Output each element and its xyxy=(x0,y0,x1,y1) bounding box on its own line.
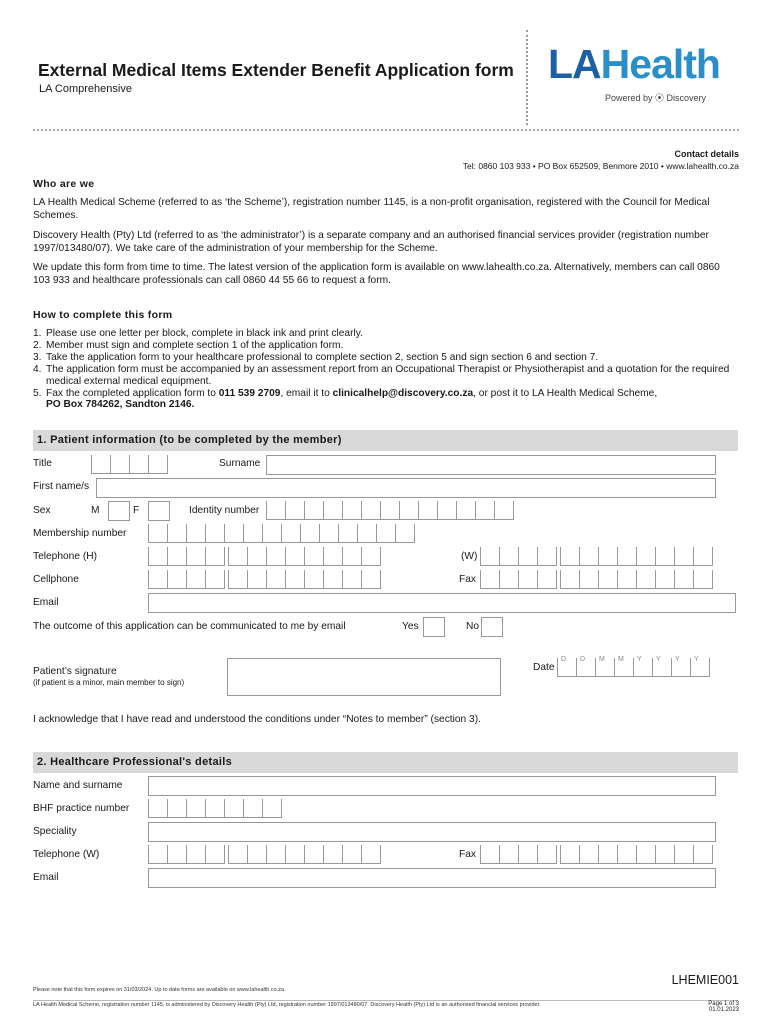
fax-number-input[interactable] xyxy=(560,570,713,590)
telephone-h-code[interactable] xyxy=(148,547,225,567)
cellphone-code[interactable] xyxy=(148,570,225,590)
expiry-note: Please note that this form expires on 31/03/2024. Up to date forms are available on www.lahealth.co.za. xyxy=(33,987,286,993)
fax-label: Fax xyxy=(459,574,476,585)
contact-title: Contact details xyxy=(674,149,739,159)
header-separator xyxy=(33,129,739,131)
first-names-input[interactable] xyxy=(96,478,716,498)
instruction-item: 3. Take the application form to your healthcare professional to complete section 2, section 5 and sign section 6 and section 7. xyxy=(33,351,599,363)
title-label: Title xyxy=(33,458,52,469)
hp-telephone-code[interactable] xyxy=(148,845,225,865)
email-label: Email xyxy=(33,597,59,608)
hp-name-label: Name and surname xyxy=(33,780,123,791)
form-subtitle: LA Comprehensive xyxy=(39,83,132,95)
hp-fax-code[interactable] xyxy=(480,845,557,865)
sex-female-box[interactable] xyxy=(148,501,170,521)
header-divider xyxy=(526,30,528,125)
hp-telephone-label: Telephone (W) xyxy=(33,849,100,860)
id-number-label: Identity number xyxy=(189,505,260,516)
instruction-item: 4. The application form must be accompanied by an assessment report from an Occupational Therapist or Physiotherapist and a quotation for the required medical external medical equipment. xyxy=(33,363,730,387)
hp-email-input[interactable] xyxy=(148,868,716,888)
outcome-no-label: No xyxy=(466,621,480,632)
postal-address: PO Box 784262, Sandton 2146. xyxy=(46,399,195,411)
instruction-item: 5. Fax the completed application form to 011 539 2709, email it to clinicalhelp@discovery.co.za, or post it to LA Health Medical Scheme, PO Box 784262, Sandton 2146. xyxy=(33,387,658,411)
speciality-label: Speciality xyxy=(33,826,77,837)
telephone-h-label: Telephone (H) xyxy=(33,551,97,562)
contact-line: Tel: 0860 103 933 • PO Box 652509, Benmore 2010 • www.lahealth.co.za xyxy=(462,161,739,171)
cellphone-label: Cellphone xyxy=(33,574,79,585)
outcome-yes-label: Yes xyxy=(402,621,419,632)
date-input[interactable]: D D M M Y Y Y Y xyxy=(557,658,710,678)
bhf-label: BHF practice number xyxy=(33,803,130,814)
cellphone-number[interactable] xyxy=(228,570,381,590)
section-1-header: 1. Patient information (to be completed by the member) xyxy=(33,430,738,451)
sex-male-box[interactable] xyxy=(108,501,130,521)
form-date: 01.01.2023 xyxy=(708,1007,739,1013)
acknowledge-text: I acknowledge that I have read and understood the conditions under “Notes to member” (section 3). xyxy=(33,714,481,725)
sex-label: Sex xyxy=(33,505,51,516)
id-number-input[interactable] xyxy=(266,501,514,521)
hp-fax-label: Fax xyxy=(459,849,476,860)
instruction-item: 1. Please use one letter per block, complete in black ink and print clearly. xyxy=(33,328,363,339)
legal-text: LA Health Medical Scheme, registration number 1145, is administered by Discovery Health (Pty) Ltd, registration number 1997/013480/07. Discovery Health (Pty) Ltd is an authorised financial services provider. xyxy=(33,1002,541,1008)
speciality-input[interactable] xyxy=(148,822,716,842)
form-title: External Medical Items Extender Benefit Application form xyxy=(38,60,514,80)
signature-box[interactable] xyxy=(227,658,501,696)
who-heading: Who are we xyxy=(33,178,95,190)
outcome-label: The outcome of this application can be communicated to me by email xyxy=(33,621,346,632)
logo-powered-by: Powered by ⦿ Discovery xyxy=(605,93,707,103)
title-input[interactable] xyxy=(91,455,168,475)
fax-code[interactable] xyxy=(480,570,557,590)
telephone-w-code[interactable] xyxy=(480,547,557,567)
who-paragraph-1: LA Health Medical Scheme (referred to as ‘the Scheme’), registration number 1145, is a non-profit organisation, registered with the Council for Medical Schemes. xyxy=(33,197,710,221)
hp-fax-number[interactable] xyxy=(560,845,713,865)
footer-divider xyxy=(33,1000,738,1001)
instruction-item: 2. Member must sign and complete section 1 of the application form. xyxy=(33,339,344,351)
instructions-list xyxy=(33,328,733,411)
telephone-h-number[interactable] xyxy=(228,547,381,567)
logo-health-text: Health xyxy=(600,41,720,87)
hp-email-label: Email xyxy=(33,872,59,883)
page-info xyxy=(708,1001,739,1013)
telephone-w-label: (W) xyxy=(461,551,478,562)
outcome-no-box[interactable] xyxy=(481,617,503,637)
form-code: LHEMIE001 xyxy=(671,973,739,987)
who-paragraph-3: We update this form from time to time. The latest version of the application form is available on www.lahealth.co.za. Alternatively, members can call 0860 103 933 and healthcare professionals can call 0860 44 55 66 to request a form. xyxy=(33,262,720,286)
membership-input[interactable] xyxy=(148,524,415,544)
who-paragraph-2: Discovery Health (Pty) Ltd (referred to as ‘the administrator’) is a separate company and an authorised financial services provider (registration number 1997/013480/07). We take care of the administration of your membership for the Scheme. xyxy=(33,230,709,254)
sex-male-label: M xyxy=(91,505,100,516)
telephone-w-number[interactable] xyxy=(560,547,713,567)
fax-number: 011 539 2709 xyxy=(218,387,281,399)
surname-input[interactable] xyxy=(266,455,716,475)
email-input[interactable] xyxy=(148,593,736,613)
sex-female-label: F xyxy=(133,505,140,516)
outcome-yes-box[interactable] xyxy=(423,617,445,637)
page-number: Page 1 of 3 xyxy=(708,1001,739,1007)
signature-note: (if patient is a minor, main member to sign) xyxy=(33,678,185,687)
bhf-input[interactable] xyxy=(148,799,282,819)
hp-telephone-number[interactable] xyxy=(228,845,381,865)
how-heading: How to complete this form xyxy=(33,309,173,321)
membership-label: Membership number xyxy=(33,528,127,539)
hp-name-input[interactable] xyxy=(148,776,716,796)
signature-label: Patient’s signature xyxy=(33,666,117,677)
surname-label: Surname xyxy=(219,458,261,469)
section-2-header: 2. Healthcare Professional's details xyxy=(33,752,738,773)
contact-email: clinicalhelp@discovery.co.za xyxy=(332,387,474,399)
date-label: Date xyxy=(533,662,555,673)
first-names-label: First name/s xyxy=(33,481,90,492)
la-health-logo xyxy=(548,41,726,103)
logo-la-text: LA xyxy=(548,41,601,87)
